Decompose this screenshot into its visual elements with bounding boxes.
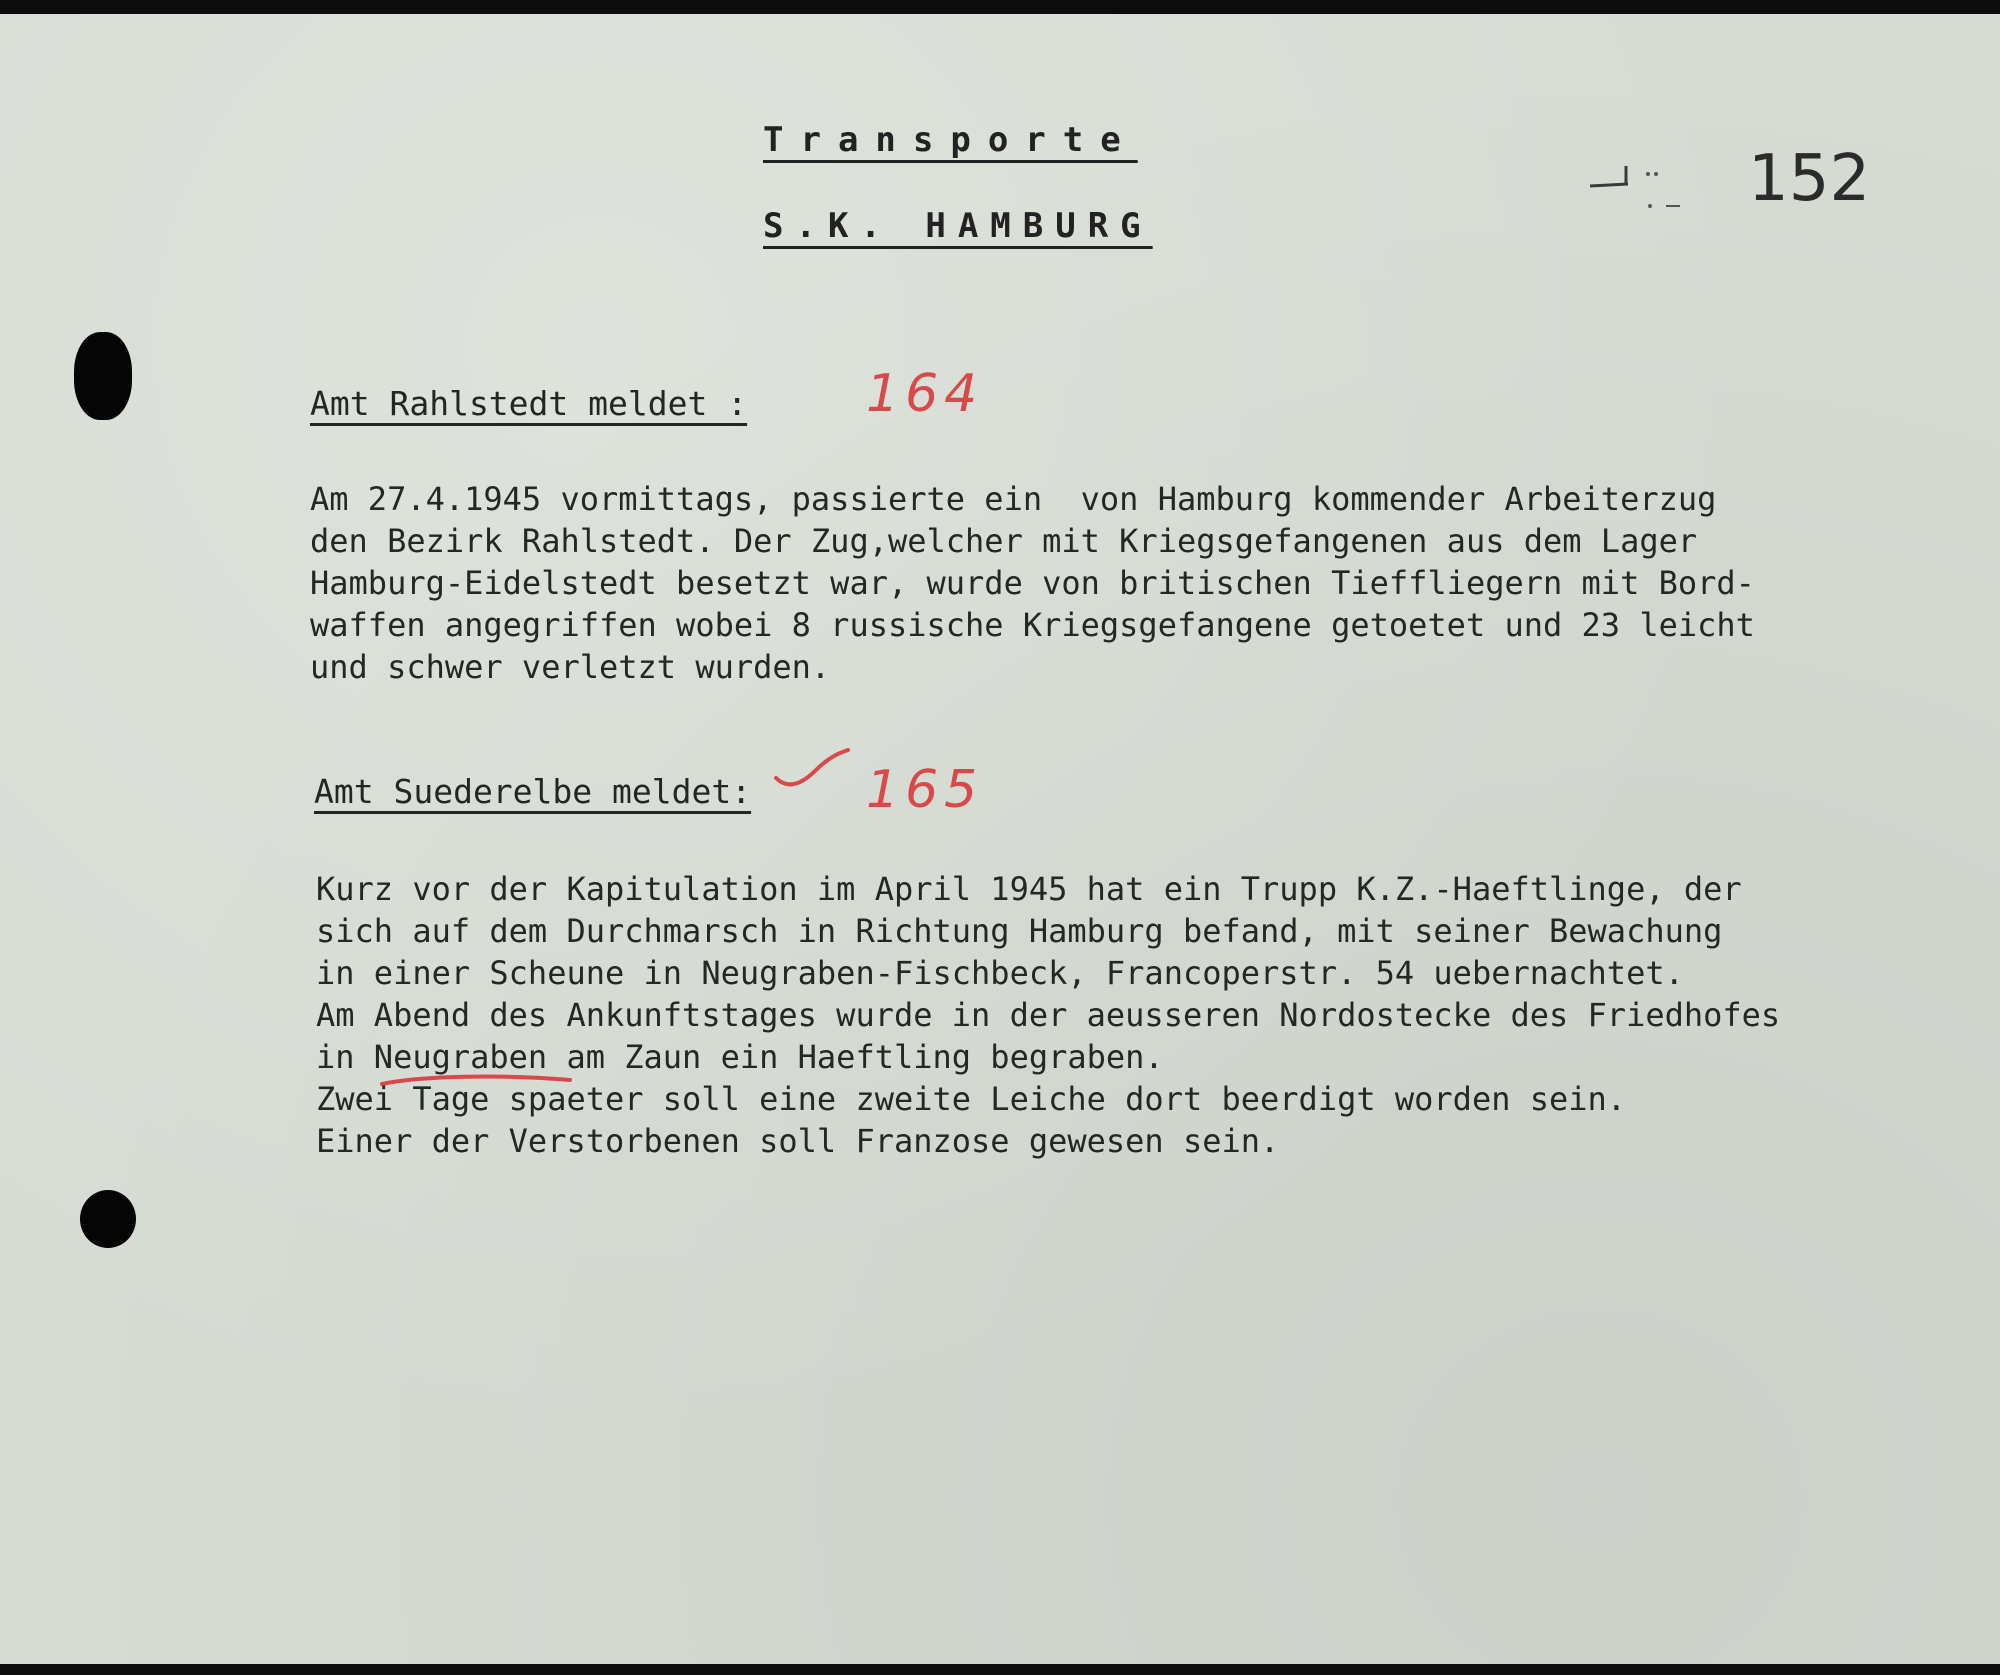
check-mark [772, 744, 852, 794]
body-line: Kurz vor der Kapitulation im April 1945 hat ein Trupp K.Z.-Haeftlinge, der [316, 870, 1742, 908]
red-annotation: 165 [866, 760, 984, 820]
body-line: in einer Scheune in Neugraben-Fischbeck, Francoperstr. 54 uebernachtet. [316, 954, 1684, 992]
body-line: Zwei Tage spaeter soll eine zweite Leiche dort beerdigt worden sein. [316, 1080, 1627, 1118]
page-number: 152 [1748, 142, 1871, 216]
body-line: Am 27.4.1945 vormittags, passierte ein von Hamburg kommender Arbeiterzug [310, 480, 1717, 518]
body-line: und schwer verletzt wurden. [310, 648, 831, 686]
section-heading: Amt Suederelbe meldet: [314, 772, 752, 811]
red-annotation: 164 [866, 364, 984, 424]
punch-hole-top [74, 332, 132, 420]
document-subtitle: S.K. HAMBURG [763, 206, 1153, 246]
stamp-marks [1588, 144, 1748, 224]
body-line: den Bezirk Rahlstedt. Der Zug,welcher mit Kriegsgefangenen aus dem Lager [310, 522, 1698, 560]
body-line: sich auf dem Durchmarsch in Richtung Hamburg befand, mit seiner Bewachung [316, 912, 1723, 950]
document-page [0, 14, 2000, 1664]
section-heading: Amt Rahlstedt meldet : [310, 384, 748, 423]
body-line: waffen angegriffen wobei 8 russische Kriegsgefangene getoetet und 23 leicht [310, 606, 1755, 644]
document-title: Transporte [763, 120, 1138, 160]
body-line: Hamburg-Eidelstedt besetzt war, wurde von britischen Tieffliegern mit Bord- [310, 564, 1755, 602]
body-line: Am Abend des Ankunftstages wurde in der aeusseren Nordostecke des Friedhofes [316, 996, 1781, 1034]
body-line: Einer der Verstorbenen soll Franzose gewesen sein. [316, 1122, 1280, 1160]
body-line: in Neugraben am Zaun ein Haeftling begraben. [316, 1038, 1164, 1076]
punch-hole-bottom [80, 1190, 136, 1248]
